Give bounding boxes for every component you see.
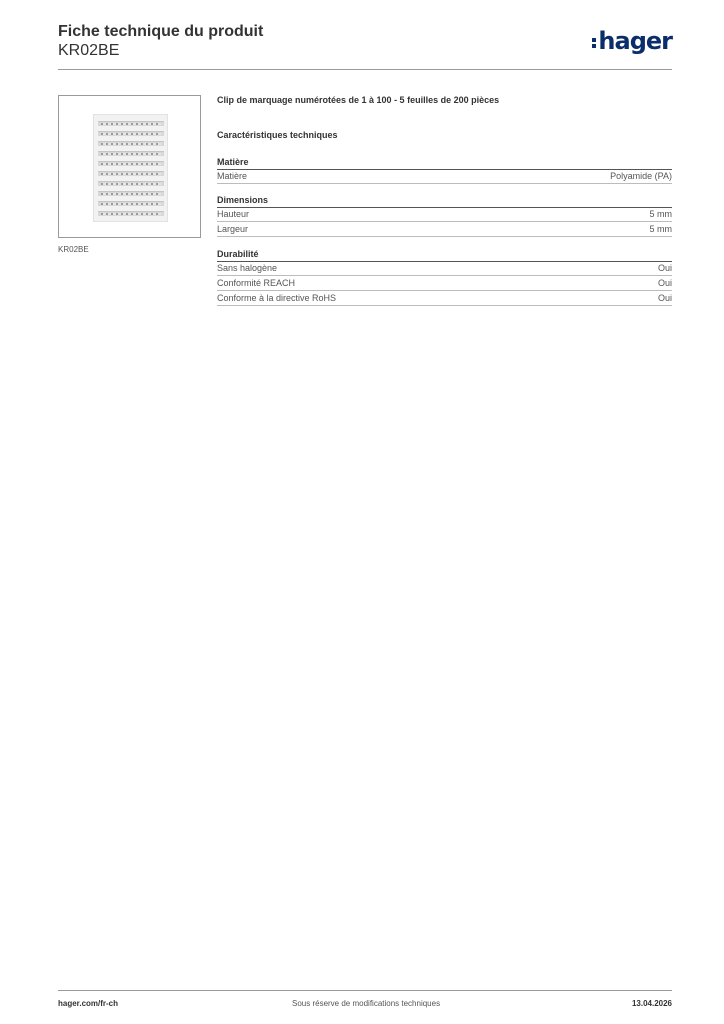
spec-group-title: Durabilité: [217, 248, 672, 262]
page-footer: [58, 990, 672, 1010]
spec-value: 5 mm: [649, 209, 672, 219]
spec-value: Oui: [657, 278, 672, 288]
spec-label: Sans halogène: [217, 263, 278, 273]
product-reference: KR02BE: [58, 42, 120, 59]
spec-row: [217, 277, 672, 291]
spec-row: [217, 292, 672, 306]
logo-mark-icon: [592, 38, 596, 48]
spec-label: Matière: [217, 171, 248, 181]
spec-value: 5 mm: [649, 224, 672, 234]
document-title: Fiche technique du produit: [58, 23, 264, 40]
logo-text: hager: [598, 27, 672, 55]
spec-row: [217, 208, 672, 222]
spec-value: Polyamide (PA): [610, 171, 672, 181]
spec-row: [217, 170, 672, 184]
spec-row: [217, 223, 672, 237]
product-description: Clip de marquage numérotées de 1 à 100 - 5 feuilles de 200 pièces: [217, 95, 500, 105]
spec-group-title: Dimensions: [217, 194, 672, 208]
spec-row: [217, 262, 672, 276]
spec-label: Conformité REACH: [217, 278, 296, 288]
spec-value: Oui: [657, 263, 672, 273]
image-caption: KR02BE: [58, 245, 89, 254]
spec-label: Hauteur: [217, 209, 250, 219]
spec-value: Oui: [657, 293, 672, 303]
spec-label: Largeur: [217, 224, 249, 234]
spec-label: Conforme à la directive RoHS: [217, 293, 337, 303]
product-image: [58, 95, 201, 238]
footer-website: hager.com/fr-ch: [58, 999, 119, 1008]
spec-group-title: Matière: [217, 156, 672, 170]
footer-disclaimer: Sous réserve de modifications techniques: [292, 999, 441, 1008]
specs-heading: Caractéristiques techniques: [217, 130, 338, 140]
footer-date: 13.04.2026: [631, 999, 672, 1008]
hager-logo: [592, 28, 672, 54]
marking-clip-sheet-illustration: [93, 114, 168, 222]
page-header: [58, 20, 672, 70]
